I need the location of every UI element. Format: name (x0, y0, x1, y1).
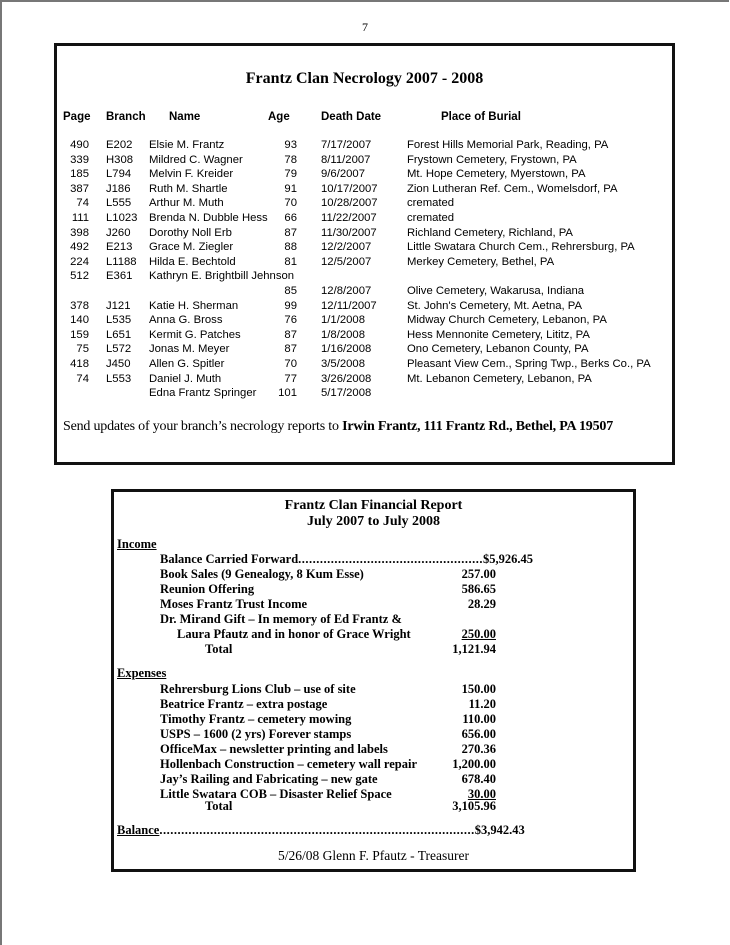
header-place-of-burial: Place of Burial (441, 111, 521, 123)
cell-age: 93 (284, 139, 297, 151)
treasurer-signature: 5/26/08 Glenn F. Pfautz - Treasurer (278, 848, 469, 863)
cell-age: 99 (284, 299, 297, 312)
cell-page: 75 (76, 343, 89, 356)
cell-branch: L1023 (106, 211, 138, 224)
header-branch: Branch (106, 111, 146, 123)
cell-page: 378 (70, 299, 89, 312)
cell-age: 79 (284, 168, 297, 181)
cell-age: 77 (284, 372, 297, 385)
cell-branch: L794 (106, 168, 132, 181)
balance-forward-row (160, 552, 533, 567)
cell-death-date: 12/5/2007 (321, 255, 372, 268)
cell-death-date: 7/17/2007 (321, 139, 372, 151)
expense-item-amount: 1,200.00 (452, 757, 496, 771)
cell-place: Zion Lutheran Ref. Cem., Womelsdorf, PA (407, 182, 618, 195)
cell-age: 76 (284, 314, 297, 327)
income-item-label: Laura Pfautz and in honor of Grace Wright (177, 627, 411, 641)
cell-age: 81 (284, 255, 297, 268)
cell-page: 398 (70, 226, 89, 239)
cell-page: 418 (70, 357, 89, 370)
expenses-heading: Expenses (117, 666, 167, 680)
expense-item-label: Rehrersburg Lions Club – use of site (160, 682, 356, 696)
cell-name: Hilda E. Bechtold (149, 255, 236, 268)
expense-item-label: Timothy Frantz – cemetery mowing (160, 712, 352, 726)
table-row (57, 139, 672, 154)
balance-value: $3,942.43 (474, 823, 525, 837)
cell-name: Daniel J. Muth (149, 372, 222, 385)
cell-death-date: 8/11/2007 (321, 153, 371, 166)
cell-page: 224 (70, 255, 89, 268)
cell-branch: E202 (106, 139, 133, 151)
cell-place: Little Swatara Church Cem., Rehrersburg, PA (407, 241, 635, 254)
table-row (57, 212, 672, 227)
cell-name: Dorothy Noll Erb (149, 226, 232, 239)
cell-branch: L555 (106, 197, 132, 210)
table-row (57, 256, 672, 271)
cell-place: cremated (407, 211, 455, 224)
necrology-section (54, 43, 675, 465)
expense-item-amount: 270.36 (461, 742, 496, 756)
cell-place: Olive Cemetery, Wakarusa, Indiana (407, 284, 585, 297)
cell-place: St. John's Cemetery, Mt. Aetna, PA (407, 299, 583, 312)
cell-page: 490 (70, 139, 89, 151)
cell-death-date: 10/28/2007 (321, 197, 378, 210)
cell-page: 74 (76, 197, 89, 210)
cell-branch: E213 (106, 241, 133, 254)
income-item-amount: 257.00 (461, 567, 496, 581)
cell-page: 492 (70, 241, 89, 254)
cell-page: 185 (70, 168, 89, 181)
cell-page: 74 (76, 372, 89, 385)
cell-place: Frystown Cemetery, Frystown, PA (407, 153, 577, 166)
necrology-title: Frantz Clan Necrology 2007 - 2008 (245, 70, 484, 87)
financial-title: Frantz Clan Financial Report (284, 498, 463, 513)
balance-row (117, 823, 525, 838)
cell-name: Melvin F. Kreider (149, 168, 234, 181)
cell-age: 87 (284, 328, 297, 341)
cell-name: Arthur M. Muth (149, 197, 224, 210)
footer-text: Send updates of your branch’s necrology reports to (63, 419, 343, 434)
page-number: 7 (362, 20, 368, 34)
cell-death-date: 11/22/2007 (321, 211, 377, 224)
cell-place: Midway Church Cemetery, Lebanon, PA (407, 314, 607, 327)
cell-name: Jonas M. Meyer (149, 343, 230, 356)
cell-place: Merkey Cemetery, Bethel, PA (407, 255, 555, 268)
table-row (57, 329, 672, 344)
table-row (57, 314, 672, 329)
cell-page: 140 (70, 314, 89, 327)
financial-title-block (114, 498, 633, 530)
income-total: 1,121.94 (452, 642, 496, 656)
cell-death-date: 1/16/2008 (321, 343, 372, 356)
table-row (57, 300, 672, 315)
expense-item-label: Jay’s Railing and Fabricating – new gate (160, 772, 378, 786)
cell-branch: L1188 (106, 255, 137, 268)
expense-item-amount: 11.20 (468, 697, 496, 711)
cell-branch: J260 (106, 226, 131, 239)
cell-branch: E361 (106, 270, 133, 283)
cell-place: Hess Mennonite Cemetery, Lititz, PA (407, 328, 590, 341)
financial-report-section (111, 489, 636, 872)
expense-item-label: OfficeMax – newsletter printing and labels (160, 742, 388, 756)
cell-age: 88 (284, 241, 297, 254)
balance-label: Balance (117, 823, 160, 837)
header-name: Name (169, 111, 201, 123)
table-row (57, 358, 672, 373)
cell-name: Kermit G. Patches (149, 328, 241, 341)
income-item-amount: 586.65 (461, 582, 496, 596)
cell-page: 159 (70, 328, 89, 341)
cell-death-date: 12/11/2007 (321, 299, 377, 312)
cell-place: Mt. Lebanon Cemetery, Lebanon, PA (407, 372, 592, 385)
cell-death-date: 10/17/2007 (321, 182, 378, 195)
cell-death-date: 12/8/2007 (321, 284, 372, 297)
cell-branch: L535 (106, 314, 132, 327)
cell-death-date: 9/6/2007 (321, 168, 365, 181)
cell-place: Ono Cemetery, Lebanon County, PA (407, 343, 589, 356)
cell-place: Pleasant View Cem., Spring Twp., Berks Co., PA (407, 357, 651, 370)
cell-branch: J121 (106, 299, 131, 312)
cell-name: Ruth M. Shartle (149, 182, 228, 195)
leader-dots: ....................................................................................... (159, 823, 475, 837)
cell-name: Katie H. Sherman (149, 299, 239, 312)
income-item-amount: 250.00 (461, 627, 496, 641)
cell-death-date: 1/1/2008 (321, 314, 365, 327)
cell-name: Elsie M. Frantz (149, 139, 225, 151)
cell-branch: J186 (106, 182, 131, 195)
table-row (57, 343, 672, 358)
cell-branch: L553 (106, 372, 132, 385)
expense-item-amount: 150.00 (461, 682, 496, 696)
table-row (57, 387, 672, 402)
cell-age: 70 (284, 197, 297, 210)
necrology-table-body (57, 139, 672, 402)
cell-death-date: 12/2/2007 (321, 241, 372, 254)
necrology-footer (63, 419, 613, 435)
necrology-table-header (57, 111, 672, 125)
cell-name: Allen G. Spitler (149, 357, 225, 370)
income-heading: Income (117, 537, 157, 551)
cell-page: 111 (71, 211, 89, 224)
cell-page: 387 (70, 182, 89, 195)
balance-forward-value: $5,926.45 (483, 552, 534, 566)
cell-branch: L572 (106, 343, 132, 356)
header-age: Age (268, 111, 290, 123)
expense-item-label: Beatrice Frantz – extra postage (160, 697, 328, 711)
expense-total-label: Total (205, 799, 233, 813)
income-item-label: Dr. Mirand Gift – In memory of Ed Frantz & (160, 612, 402, 626)
cell-name: Brenda N. Dubble Hess (149, 211, 268, 224)
table-row (57, 197, 672, 212)
expense-item-amount: 678.40 (461, 772, 496, 786)
cell-branch: H308 (106, 153, 134, 166)
expense-item-label: Little Swatara COB – Disaster Relief Space (160, 787, 392, 801)
cell-death-date: 1/8/2008 (321, 328, 365, 341)
cell-death-date: 5/17/2008 (321, 387, 372, 400)
cell-age: 70 (284, 357, 297, 370)
expense-item-label: USPS – 1600 (2 yrs) Forever stamps (160, 727, 352, 741)
expense-item-amount: 30.00 (467, 787, 496, 801)
income-item-label: Reunion Offering (160, 582, 255, 596)
cell-page: 339 (70, 153, 89, 166)
cell-branch: L651 (106, 328, 132, 341)
expense-total: 3,105.96 (452, 799, 496, 813)
income-item-amount: 28.29 (467, 597, 496, 611)
balance-forward-label: Balance Carried Forward (160, 552, 299, 566)
cell-name: Mildred C. Wagner (149, 153, 243, 166)
header-death-date: Death Date (321, 111, 382, 123)
income-total-label: Total (205, 642, 233, 656)
cell-page: 512 (70, 270, 89, 283)
cell-age: 101 (278, 387, 297, 400)
cell-branch: J450 (106, 357, 131, 370)
cell-place: Forest Hills Memorial Park, Reading, PA (407, 139, 609, 151)
table-row (57, 154, 672, 169)
cell-age: 78 (284, 153, 297, 166)
cell-place: Richland Cemetery, Richland, PA (407, 226, 573, 239)
expense-item-amount: 110.00 (462, 712, 496, 726)
cell-age: 91 (284, 182, 297, 195)
table-row (57, 227, 672, 242)
table-row (57, 285, 672, 300)
income-item-label: Book Sales (9 Genealogy, 8 Kum Esse) (160, 567, 364, 581)
cell-name: Grace M. Ziegler (149, 241, 234, 254)
cell-age: 87 (284, 226, 297, 239)
cell-place: cremated (407, 197, 455, 210)
cell-name: Edna Frantz Springer (149, 387, 257, 400)
header-page: Page (63, 111, 91, 123)
cell-death-date: 11/30/2007 (321, 226, 377, 239)
financial-subtitle: July 2007 to July 2008 (306, 514, 440, 529)
cell-age: 66 (284, 211, 297, 224)
leader-dots: ................................................... (298, 552, 484, 566)
expense-item-label: Hollenbach Construction – cemetery wall repair (160, 757, 418, 771)
footer-contact: Irwin Frantz, 111 Frantz Rd., Bethel, PA 19507 (342, 419, 613, 434)
table-row (57, 270, 672, 285)
cell-name: Anna G. Bross (149, 314, 223, 327)
table-row (57, 241, 672, 256)
cell-age: 87 (284, 343, 297, 356)
table-row (57, 373, 672, 388)
table-row (57, 168, 672, 183)
cell-place: Mt. Hope Cemetery, Myerstown, PA (407, 168, 586, 181)
table-row (57, 183, 672, 198)
expense-item-amount: 656.00 (461, 727, 496, 741)
cell-death-date: 3/5/2008 (321, 357, 365, 370)
cell-age: 85 (284, 284, 297, 297)
cell-name: Kathryn E. Brightbill Jehnson (149, 270, 295, 283)
income-item-label: Moses Frantz Trust Income (160, 597, 308, 611)
cell-death-date: 3/26/2008 (321, 372, 372, 385)
